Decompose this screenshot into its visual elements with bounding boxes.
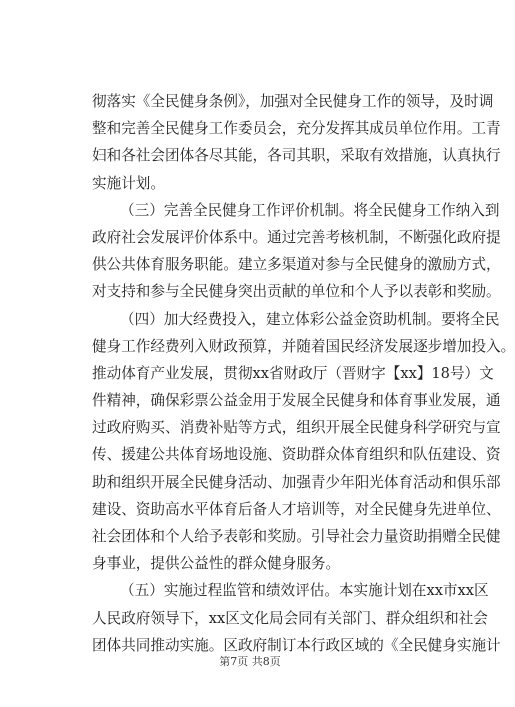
text-line: 身事业，提供公益性的群众健身服务。 [92,555,341,573]
section-heading-line: （三）完善全民健身工作评价机制。将全民健身工作纳入到 [120,201,500,219]
text-line: 彻落实《全民健身条例》，加强对全民健身工作的领导，及时调 [92,93,494,110]
text-line: 政府社会发展评价体系中。通过完善考核机制，不断强化政府提 [92,228,501,246]
text-line: 实施计划。 [92,174,165,192]
section-heading-line: （五）实施过程监管和绩效评估。本实施计划在xx市xx区 [120,582,489,600]
text-line: 供公共体育服务职能。建立多渠道对参与全民健身的激励方式， [92,256,501,274]
text-line: 团体共同推动实施。区政府制订本行政区域的《全民健身实施计 [92,636,501,654]
text-line: 对支持和参与全民健身突出贡献的单位和个人予以表彰和奖励。 [92,283,501,301]
text-line: 妇和各社会团体各尽其能，各司其职，采取有效措施，认真执行 [92,147,501,165]
text-line: 整和完善全民健身工作委员会，充分发挥其成员单位作用。工青 [92,120,501,138]
text-line: 建设、资助高水平体育后备人才培训等，对全民健身先进单位、 [92,500,501,518]
text-line: 人民政府领导下，xx区文化局会同有关部门、群众组织和社会 [92,609,488,627]
text-line: 过政府购买、消费补贴等方式，组织开展全民健身科学研究与宣 [92,419,501,437]
text-line: 助和组织开展全民健身活动、加强青少年阳光体育活动和俱乐部 [92,473,501,491]
text-line: 推动体育产业发展，贯彻xx省财政厅（晋财字【xx】18号）文 [92,364,494,382]
text-line: 社会团体和个人给予表彰和奖励。引导社会力量资助捐赠全民健 [92,528,501,545]
page-number-footer: 第7页 共8页 [219,655,281,668]
document-body [92,88,515,659]
section-heading-line: （四）加大经费投入，建立体彩公益金资助机制。要将全民 [120,310,500,328]
text-line: 健身工作经费列入财政预算，并随着国民经济发展逐步增加投入。 [92,337,515,355]
text-line: 传、援建公共体育场地设施、资助群众体育组织和队伍建设、资 [92,446,501,464]
text-line: 件精神，确保彩票公益金用于发展全民健身和体育事业发展，通 [92,392,501,410]
